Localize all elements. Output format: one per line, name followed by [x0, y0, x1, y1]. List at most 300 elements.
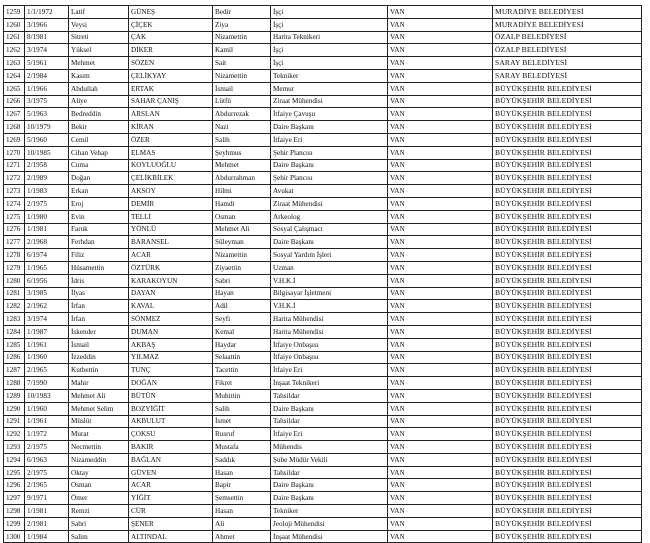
job-title-cell: Harita Mühendisi [271, 313, 388, 326]
job-title-cell: Harita Teknikeri [271, 31, 388, 44]
first-name-cell: Bekir [69, 121, 129, 134]
birth-date-cell: 3/1966 [25, 18, 69, 31]
surname-cell: ALTINDAL [129, 530, 213, 543]
row-number-cell: 1281 [4, 287, 25, 300]
first-name-cell: Osman [69, 479, 129, 492]
birth-date-cell: 1/1/1972 [25, 6, 69, 19]
municipality-cell: BÜYÜKŞEHİR BELEDİYESİ [493, 492, 642, 505]
birth-date-cell: 5/1960 [25, 133, 69, 146]
father-name-cell: Mehmet [213, 159, 271, 172]
first-name-cell: Eroj [69, 197, 129, 210]
job-title-cell: İşçi [271, 57, 388, 70]
surname-cell: ERTAK [129, 82, 213, 95]
row-number-cell: 1271 [4, 159, 25, 172]
table-row [4, 313, 642, 326]
municipality-cell: BÜYÜKŞEHİR BELEDİYESİ [493, 133, 642, 146]
municipality-cell: BÜYÜKŞEHİR BELEDİYESİ [493, 287, 642, 300]
father-name-cell: Ziyaettin [213, 261, 271, 274]
surname-cell: KAVAL [129, 300, 213, 313]
municipality-cell: SARAY BELEDİYESİ [493, 69, 642, 82]
table-row [4, 185, 642, 198]
surname-cell: ACAR [129, 249, 213, 262]
father-name-cell: Şemsettin [213, 492, 271, 505]
province-cell: VAN [388, 82, 493, 95]
municipality-cell: BÜYÜKŞEHİR BELEDİYESİ [493, 159, 642, 172]
municipality-cell: MURADİYE BELEDİYESİ [493, 6, 642, 19]
table-row [4, 441, 642, 454]
row-number-cell: 1287 [4, 364, 25, 377]
father-name-cell: Fikret [213, 377, 271, 390]
row-number-cell: 1264 [4, 69, 25, 82]
first-name-cell: Müslüt [69, 415, 129, 428]
surname-cell: ÇOKSU [129, 428, 213, 441]
municipality-cell: BÜYÜKŞEHİR BELEDİYESİ [493, 197, 642, 210]
province-cell: VAN [388, 287, 493, 300]
job-title-cell: Harita Mühendisi [271, 325, 388, 338]
surname-cell: ELMAS [129, 146, 213, 159]
birth-date-cell: 1/1966 [25, 82, 69, 95]
birth-date-cell: 1/1961 [25, 338, 69, 351]
surname-cell: SÖNMEZ [129, 313, 213, 326]
father-name-cell: Nizamettin [213, 31, 271, 44]
municipality-cell: BÜYÜKŞEHİR BELEDİYESİ [493, 415, 642, 428]
municipality-cell: BÜYÜKŞEHİR BELEDİYESİ [493, 441, 642, 454]
municipality-cell: BÜYÜKŞEHİR BELEDİYESİ [493, 517, 642, 530]
first-name-cell: Veysi [69, 18, 129, 31]
first-name-cell: Oktay [69, 466, 129, 479]
first-name-cell: Abdullah [69, 82, 129, 95]
row-number-cell: 1285 [4, 338, 25, 351]
province-cell: VAN [388, 223, 493, 236]
row-number-cell: 1263 [4, 57, 25, 70]
province-cell: VAN [388, 44, 493, 57]
job-title-cell: V.H.K.İ [271, 274, 388, 287]
province-cell: VAN [388, 505, 493, 518]
job-title-cell: İtfaiye Eri [271, 133, 388, 146]
row-number-cell: 1291 [4, 415, 25, 428]
first-name-cell: İsmail [69, 338, 129, 351]
job-title-cell: İşçi [271, 18, 388, 31]
personnel-table [3, 5, 642, 543]
first-name-cell: Sabri [69, 517, 129, 530]
table-row [4, 389, 642, 402]
municipality-cell: BÜYÜKŞEHİR BELEDİYESİ [493, 325, 642, 338]
first-name-cell: Doğan [69, 172, 129, 185]
job-title-cell: İtfaiye Onbaşısı [271, 351, 388, 364]
first-name-cell: Latif [69, 6, 129, 19]
father-name-cell: Hilmi [213, 185, 271, 198]
father-name-cell: Ali [213, 517, 271, 530]
first-name-cell: Ömer [69, 492, 129, 505]
row-number-cell: 1276 [4, 223, 25, 236]
province-cell: VAN [388, 57, 493, 70]
surname-cell: AKBULUT [129, 415, 213, 428]
row-number-cell: 1282 [4, 300, 25, 313]
surname-cell: ARSLAN [129, 108, 213, 121]
row-number-cell: 1279 [4, 261, 25, 274]
table-row [4, 287, 642, 300]
birth-date-cell: 8/1981 [25, 31, 69, 44]
province-cell: VAN [388, 146, 493, 159]
father-name-cell: Hasan [213, 505, 271, 518]
surname-cell: YÖNLÜ [129, 223, 213, 236]
municipality-cell: BÜYÜKŞEHİR BELEDİYESİ [493, 274, 642, 287]
birth-date-cell: 1/1972 [25, 428, 69, 441]
job-title-cell: Sosyal Yardım İşleri [271, 249, 388, 262]
province-cell: VAN [388, 172, 493, 185]
first-name-cell: Bedreddin [69, 108, 129, 121]
row-number-cell: 1259 [4, 6, 25, 19]
municipality-cell: BÜYÜKŞEHİR BELEDİYESİ [493, 172, 642, 185]
job-title-cell: İnşaat Mühendisi [271, 530, 388, 543]
father-name-cell: Nazi [213, 121, 271, 134]
father-name-cell: Saddık [213, 453, 271, 466]
table-row [4, 159, 642, 172]
province-cell: VAN [388, 530, 493, 543]
job-title-cell: Memur [271, 82, 388, 95]
job-title-cell: Şehir Plancısı [271, 172, 388, 185]
birth-date-cell: 10/1979 [25, 121, 69, 134]
surname-cell: ÖZER [129, 133, 213, 146]
table-row [4, 325, 642, 338]
province-cell: VAN [388, 249, 493, 262]
first-name-cell: Remzi [69, 505, 129, 518]
birth-date-cell: 1/1981 [25, 505, 69, 518]
father-name-cell: Ahmet [213, 530, 271, 543]
municipality-cell: BÜYÜKŞEHİR BELEDİYESİ [493, 261, 642, 274]
row-number-cell: 1273 [4, 185, 25, 198]
father-name-cell: Mehmet Ali [213, 223, 271, 236]
province-cell: VAN [388, 453, 493, 466]
table-row [4, 197, 642, 210]
row-number-cell: 1297 [4, 492, 25, 505]
father-name-cell: Bapir [213, 479, 271, 492]
father-name-cell: Selaattin [213, 351, 271, 364]
job-title-cell: Daire Başkanı [271, 402, 388, 415]
birth-date-cell: 10/1983 [25, 389, 69, 402]
birth-date-cell: 1/1981 [25, 223, 69, 236]
table-row [4, 428, 642, 441]
document-page [3, 5, 641, 543]
first-name-cell: Necmettin [69, 441, 129, 454]
birth-date-cell: 3/1974 [25, 44, 69, 57]
surname-cell: GÜNEŞ [129, 6, 213, 19]
row-number-cell: 1289 [4, 389, 25, 402]
father-name-cell: Şeyhmus [213, 146, 271, 159]
birth-date-cell: 1/1987 [25, 325, 69, 338]
first-name-cell: İrfan [69, 300, 129, 313]
table-row [4, 95, 642, 108]
father-name-cell: Lütfü [213, 95, 271, 108]
first-name-cell: Mehmet Ali [69, 389, 129, 402]
surname-cell: KARAKOYUN [129, 274, 213, 287]
municipality-cell: BÜYÜKŞEHİR BELEDİYESİ [493, 249, 642, 262]
row-number-cell: 1298 [4, 505, 25, 518]
table-row [4, 146, 642, 159]
surname-cell: BAĞLAN [129, 453, 213, 466]
father-name-cell: Tacettin [213, 364, 271, 377]
municipality-cell: BÜYÜKŞEHİR BELEDİYESİ [493, 146, 642, 159]
municipality-cell: BÜYÜKŞEHİR BELEDİYESİ [493, 453, 642, 466]
father-name-cell: Süleyman [213, 236, 271, 249]
job-title-cell: Daire Başkanı [271, 121, 388, 134]
job-title-cell: İşçi [271, 44, 388, 57]
surname-cell: GÜVEN [129, 466, 213, 479]
job-title-cell: İtfaiye Eri [271, 364, 388, 377]
table-row [4, 57, 642, 70]
job-title-cell: Şube Müdür Vekili [271, 453, 388, 466]
province-cell: VAN [388, 517, 493, 530]
table-row [4, 274, 642, 287]
surname-cell: DAYAN [129, 287, 213, 300]
row-number-cell: 1294 [4, 453, 25, 466]
surname-cell: AKSOY [129, 185, 213, 198]
father-name-cell: Abdurrezak [213, 108, 271, 121]
province-cell: VAN [388, 261, 493, 274]
job-title-cell: Jeoloji Mühendisi [271, 517, 388, 530]
birth-date-cell: 3/1974 [25, 313, 69, 326]
municipality-cell: BÜYÜKŞEHİR BELEDİYESİ [493, 479, 642, 492]
province-cell: VAN [388, 31, 493, 44]
first-name-cell: Cemil [69, 133, 129, 146]
row-number-cell: 1284 [4, 325, 25, 338]
birth-date-cell: 1/1980 [25, 210, 69, 223]
row-number-cell: 1267 [4, 108, 25, 121]
surname-cell: YİĞİT [129, 492, 213, 505]
father-name-cell: Sait [213, 57, 271, 70]
municipality-cell: BÜYÜKŞEHİR BELEDİYESİ [493, 338, 642, 351]
job-title-cell: Tekniker [271, 505, 388, 518]
table-row [4, 377, 642, 390]
first-name-cell: Salim [69, 530, 129, 543]
first-name-cell: Yüksel [69, 44, 129, 57]
row-number-cell: 1277 [4, 236, 25, 249]
birth-date-cell: 3/1985 [25, 287, 69, 300]
first-name-cell: Kasım [69, 69, 129, 82]
first-name-cell: Mehmet [69, 57, 129, 70]
father-name-cell: İsmail [213, 82, 271, 95]
row-number-cell: 1300 [4, 530, 25, 543]
municipality-cell: BÜYÜKŞEHİR BELEDİYESİ [493, 313, 642, 326]
birth-date-cell: 6/1963 [25, 453, 69, 466]
row-number-cell: 1290 [4, 402, 25, 415]
first-name-cell: İdris [69, 274, 129, 287]
surname-cell: ÇELİKYAY [129, 69, 213, 82]
surname-cell: DEMİR [129, 197, 213, 210]
father-name-cell: Seyfi [213, 313, 271, 326]
municipality-cell: BÜYÜKŞEHİR BELEDİYESİ [493, 364, 642, 377]
first-name-cell: Faruk [69, 223, 129, 236]
province-cell: VAN [388, 197, 493, 210]
surname-cell: KOYLUOĞLU [129, 159, 213, 172]
province-cell: VAN [388, 6, 493, 19]
job-title-cell: İşçi [271, 6, 388, 19]
surname-cell: ACAR [129, 479, 213, 492]
job-title-cell: Tekniker [271, 69, 388, 82]
row-number-cell: 1270 [4, 146, 25, 159]
row-number-cell: 1272 [4, 172, 25, 185]
municipality-cell: ÖZALP BELEDİYESİ [493, 44, 642, 57]
first-name-cell: Sitreti [69, 31, 129, 44]
table-body [4, 6, 642, 543]
birth-date-cell: 1/1965 [25, 261, 69, 274]
father-name-cell: Ziya [213, 18, 271, 31]
job-title-cell: Daire Başkanı [271, 492, 388, 505]
municipality-cell: BÜYÜKŞEHİR BELEDİYESİ [493, 351, 642, 364]
birth-date-cell: 2/1989 [25, 172, 69, 185]
surname-cell: BAKIR [129, 441, 213, 454]
birth-date-cell: 2/1981 [25, 517, 69, 530]
province-cell: VAN [388, 159, 493, 172]
province-cell: VAN [388, 389, 493, 402]
birth-date-cell: 5/1963 [25, 108, 69, 121]
province-cell: VAN [388, 428, 493, 441]
province-cell: VAN [388, 185, 493, 198]
municipality-cell: BÜYÜKŞEHİR BELEDİYESİ [493, 530, 642, 543]
province-cell: VAN [388, 479, 493, 492]
father-name-cell: Adil [213, 300, 271, 313]
father-name-cell: Muhittin [213, 389, 271, 402]
father-name-cell: Hayan [213, 287, 271, 300]
job-title-cell: Arkeolog [271, 210, 388, 223]
surname-cell: DUMAN [129, 325, 213, 338]
father-name-cell: Osman [213, 210, 271, 223]
surname-cell: YILMAZ [129, 351, 213, 364]
job-title-cell: V.H.K.İ [271, 300, 388, 313]
municipality-cell: BÜYÜKŞEHİR BELEDİYESİ [493, 377, 642, 390]
first-name-cell: Mahir [69, 377, 129, 390]
surname-cell: KİRAN [129, 121, 213, 134]
surname-cell: DOĞAN [129, 377, 213, 390]
table-row [4, 172, 642, 185]
birth-date-cell: 1/1960 [25, 402, 69, 415]
municipality-cell: BÜYÜKŞEHİR BELEDİYESİ [493, 402, 642, 415]
birth-date-cell: 1/1984 [25, 530, 69, 543]
table-row [4, 236, 642, 249]
table-row [4, 300, 642, 313]
table-row [4, 530, 642, 543]
province-cell: VAN [388, 95, 493, 108]
surname-cell: CÜR [129, 505, 213, 518]
table-row [4, 249, 642, 262]
row-number-cell: 1262 [4, 44, 25, 57]
birth-date-cell: 6/1956 [25, 274, 69, 287]
table-row [4, 517, 642, 530]
province-cell: VAN [388, 69, 493, 82]
province-cell: VAN [388, 492, 493, 505]
municipality-cell: BÜYÜKŞEHİR BELEDİYESİ [493, 210, 642, 223]
table-row [4, 402, 642, 415]
table-row [4, 69, 642, 82]
father-name-cell: Kemal [213, 325, 271, 338]
table-row [4, 505, 642, 518]
first-name-cell: Kutbettin [69, 364, 129, 377]
father-name-cell: Sabri [213, 274, 271, 287]
municipality-cell: BÜYÜKŞEHİR BELEDİYESİ [493, 466, 642, 479]
row-number-cell: 1260 [4, 18, 25, 31]
table-row [4, 121, 642, 134]
row-number-cell: 1268 [4, 121, 25, 134]
first-name-cell: Mehmet Selim [69, 402, 129, 415]
row-number-cell: 1266 [4, 95, 25, 108]
table-row [4, 492, 642, 505]
job-title-cell: İtfaiye Onbaşısı [271, 338, 388, 351]
row-number-cell: 1295 [4, 466, 25, 479]
father-name-cell: Bedir [213, 6, 271, 19]
table-row [4, 479, 642, 492]
row-number-cell: 1292 [4, 428, 25, 441]
province-cell: VAN [388, 108, 493, 121]
province-cell: VAN [388, 466, 493, 479]
job-title-cell: Mühendis [271, 441, 388, 454]
birth-date-cell: 2/1975 [25, 466, 69, 479]
job-title-cell: Tahsildar [271, 466, 388, 479]
first-name-cell: İskender [69, 325, 129, 338]
row-number-cell: 1278 [4, 249, 25, 262]
first-name-cell: Cihan Vehap [69, 146, 129, 159]
father-name-cell: Kamil [213, 44, 271, 57]
row-number-cell: 1283 [4, 313, 25, 326]
municipality-cell: BÜYÜKŞEHİR BELEDİYESİ [493, 389, 642, 402]
job-title-cell: İtfaiye Çavuşu [271, 108, 388, 121]
table-row [4, 31, 642, 44]
table-row [4, 351, 642, 364]
row-number-cell: 1299 [4, 517, 25, 530]
surname-cell: SAHAR ÇANIŞ [129, 95, 213, 108]
job-title-cell: Uzman [271, 261, 388, 274]
surname-cell: ŞENER [129, 517, 213, 530]
job-title-cell: Daire Başkanı [271, 479, 388, 492]
row-number-cell: 1286 [4, 351, 25, 364]
row-number-cell: 1274 [4, 197, 25, 210]
birth-date-cell: 2/1984 [25, 69, 69, 82]
province-cell: VAN [388, 313, 493, 326]
row-number-cell: 1296 [4, 479, 25, 492]
municipality-cell: BÜYÜKŞEHİR BELEDİYESİ [493, 236, 642, 249]
birth-date-cell: 2/1975 [25, 197, 69, 210]
first-name-cell: Erkan [69, 185, 129, 198]
municipality-cell: BÜYÜKŞEHİR BELEDİYESİ [493, 223, 642, 236]
surname-cell: ÖZTÜRK [129, 261, 213, 274]
municipality-cell: BÜYÜKŞEHİR BELEDİYESİ [493, 505, 642, 518]
province-cell: VAN [388, 415, 493, 428]
first-name-cell: Ferhdan [69, 236, 129, 249]
municipality-cell: MURADİYE BELEDİYESİ [493, 18, 642, 31]
municipality-cell: BÜYÜKŞEHİR BELEDİYESİ [493, 121, 642, 134]
surname-cell: ÇİÇEK [129, 18, 213, 31]
municipality-cell: BÜYÜKŞEHİR BELEDİYESİ [493, 428, 642, 441]
province-cell: VAN [388, 210, 493, 223]
province-cell: VAN [388, 364, 493, 377]
first-name-cell: Filiz [69, 249, 129, 262]
job-title-cell: Sosyal Çalışmacı [271, 223, 388, 236]
surname-cell: AKBAŞ [129, 338, 213, 351]
birth-date-cell: 10/1985 [25, 146, 69, 159]
province-cell: VAN [388, 133, 493, 146]
province-cell: VAN [388, 18, 493, 31]
job-title-cell: Şehir Plancısı [271, 146, 388, 159]
birth-date-cell: 1/1961 [25, 415, 69, 428]
surname-cell: ÇAK [129, 31, 213, 44]
row-number-cell: 1288 [4, 377, 25, 390]
birth-date-cell: 2/1968 [25, 236, 69, 249]
job-title-cell: İtfaiye Eri [271, 428, 388, 441]
father-name-cell: Rusruf [213, 428, 271, 441]
province-cell: VAN [388, 377, 493, 390]
municipality-cell: BÜYÜKŞEHİR BELEDİYESİ [493, 108, 642, 121]
province-cell: VAN [388, 325, 493, 338]
surname-cell: TUNÇ [129, 364, 213, 377]
